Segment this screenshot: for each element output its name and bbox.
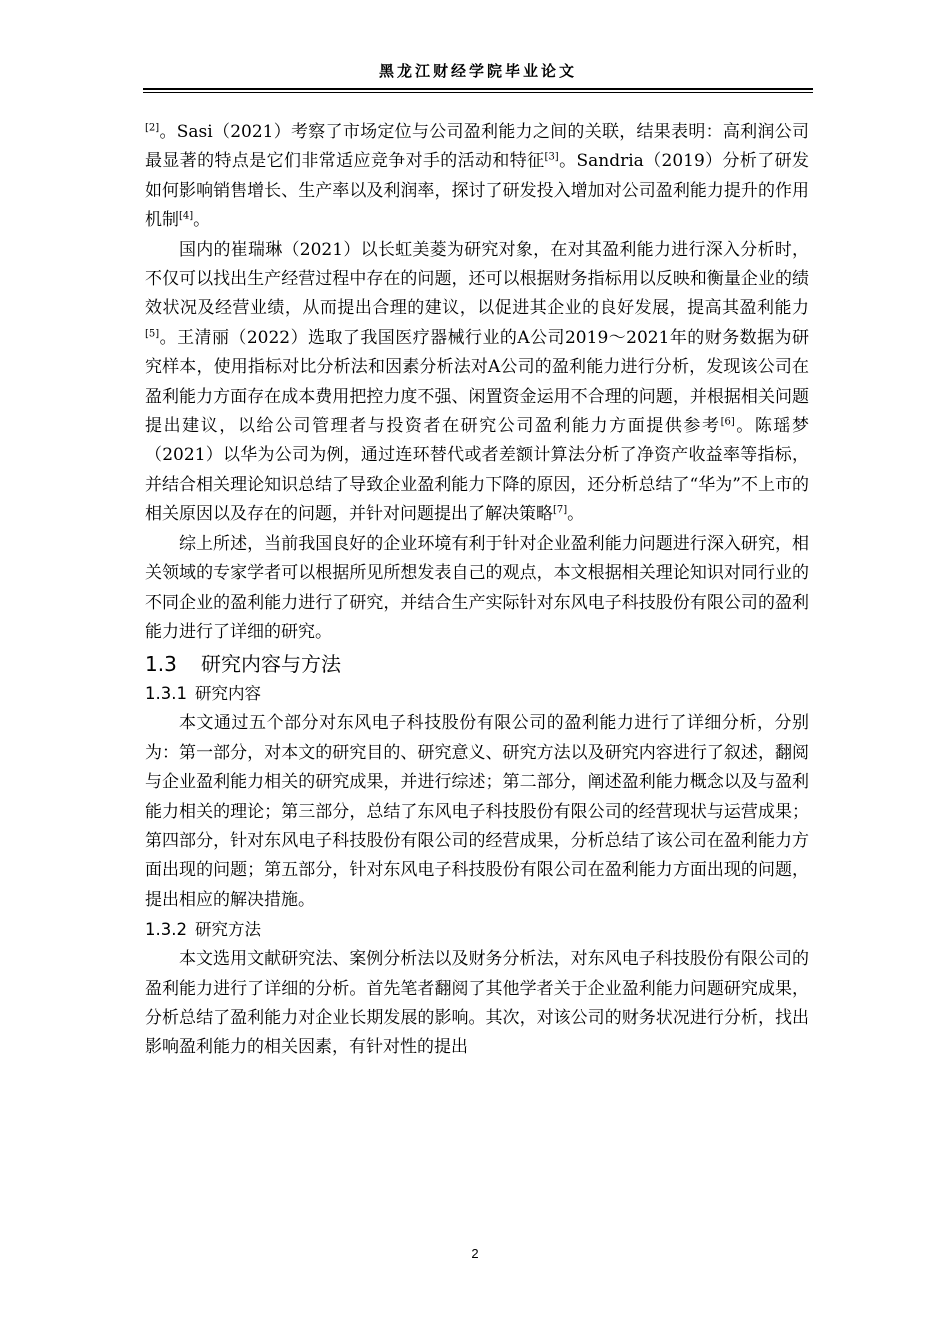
citation-marker: [4] (179, 210, 194, 222)
citation-marker: [5] (145, 328, 160, 340)
subsection-number: 1.3.1 (145, 684, 187, 704)
section-title: 研究内容与方法 (201, 652, 341, 677)
citation-marker: [7] (553, 504, 568, 516)
paragraph-text: 。王清丽（2022）选取了我国医疗器械行业的A公司2019～2021年的财务数据为研究样本，使用指标对比分析法和因素分析法对A公司的盈利能力进行分析，发现该公司在盈利能力方面存在成本费用把控力度不强、闲置资金运用不合理的问题，并根据相关问题提出建议，以给公司管理者与投资者在研究公司盈利能力方面提供参考 (145, 327, 809, 437)
paragraph-text: 。Sandria（2019）分析了研发如何影响销售增长、生产率以及利润率，探讨了研发投入增加对公司盈利能力提升的作用机制 (145, 151, 810, 231)
paragraph-text: 国内的崔瑞琳（2021）以长虹美菱为研究对象，在对其盈利能力进行深入分析时，不仅可以找出生产经营过程中存在的问题，还可以根据财务指标用以反映和衡量企业的绩效状况及经营业绩，从而提出合理的建议，以促进其企业的良好发展，提高其盈利能力 (145, 239, 809, 319)
paragraph-1 (145, 118, 809, 236)
paragraph-text: 。 (567, 504, 585, 525)
section-number: 1.3 (145, 652, 177, 677)
paragraph-text: 本文选用文献研究法、案例分析法以及财务分析法，对东风电子科技股份有限公司的盈利能力进行了详细的分析。首先笔者翻阅了其他学者关于企业盈利能力问题研究成果，分析总结了盈利能力对企业长期发展的影响。其次，对该公司的财务状况进行分析，找出影响盈利能力的相关因素，有针对性的提出 (145, 949, 809, 1058)
citation-marker: [2] (145, 122, 160, 134)
paragraph-text: 。 (193, 210, 211, 231)
paragraph-3 (145, 530, 809, 648)
paragraph-text: 。Sasi（2021）考察了市场定位与公司盈利能力之间的关联，结果表明：高利润公司最显著的特点是它们非常适应竞争对手的活动和特征 (145, 122, 809, 172)
citation-marker: [6] (720, 416, 735, 428)
paragraph-text: 本文通过五个部分对东风电子科技股份有限公司的盈利能力进行了详细分析，分别为：第一部分，对本文的研究目的、研究意义、研究方法以及研究内容进行了叙述，翻阅与企业盈利能力相关的研究成果，并进行综述；第二部分，阐述盈利能力概念以及与盈利能力相关的理论；第三部分，总结了东风电子科技股份有限公司的经营现状与运营成果；第四部分，针对东风电子科技股份有限公司的经营成果，分析总结了该公司在盈利能力方面出现的问题；第五部分，针对东风电子科技股份有限公司在盈利能力方面出现的问题，提出相应的解决措施。 (145, 713, 809, 910)
paragraph-2 (145, 236, 809, 530)
page-body (145, 118, 809, 1063)
subsection-title: 研究内容 (195, 684, 261, 704)
subsection-heading-1-3-2 (145, 917, 809, 943)
subsection-title: 研究方法 (195, 920, 261, 940)
paragraph-4 (145, 709, 809, 915)
paragraph-text: 综上所述，当前我国良好的企业环境有利于针对企业盈利能力问题进行深入研究，相关领域的专家学者可以根据所见所想发表自己的观点，本文根据相关理论知识对同行业的不同企业的盈利能力进行了研究，并结合生产实际针对东风电子科技股份有限公司的盈利能力进行了详细的研究。 (145, 533, 809, 642)
page-number: 2 (471, 1246, 479, 1261)
citation-marker: [3] (544, 151, 559, 163)
subsection-number: 1.3.2 (145, 920, 187, 940)
paragraph-5 (145, 945, 809, 1063)
page-header-title: 黑龙江财经学院毕业论文 (378, 62, 577, 80)
header-rule (143, 88, 813, 93)
section-heading-1-3 (145, 650, 809, 678)
subsection-heading-1-3-1 (145, 681, 809, 707)
paragraph-text: 。陈瑶梦（2021）以华为公司为例，通过连环替代或者差额计算法分析了净资产收益率等指标，并结合相关理论知识总结了导致企业盈利能力下降的原因，还分析总结了“华为”不上市的相关原因以及存在的问题，并针对问题提出了解决策略 (145, 416, 810, 525)
